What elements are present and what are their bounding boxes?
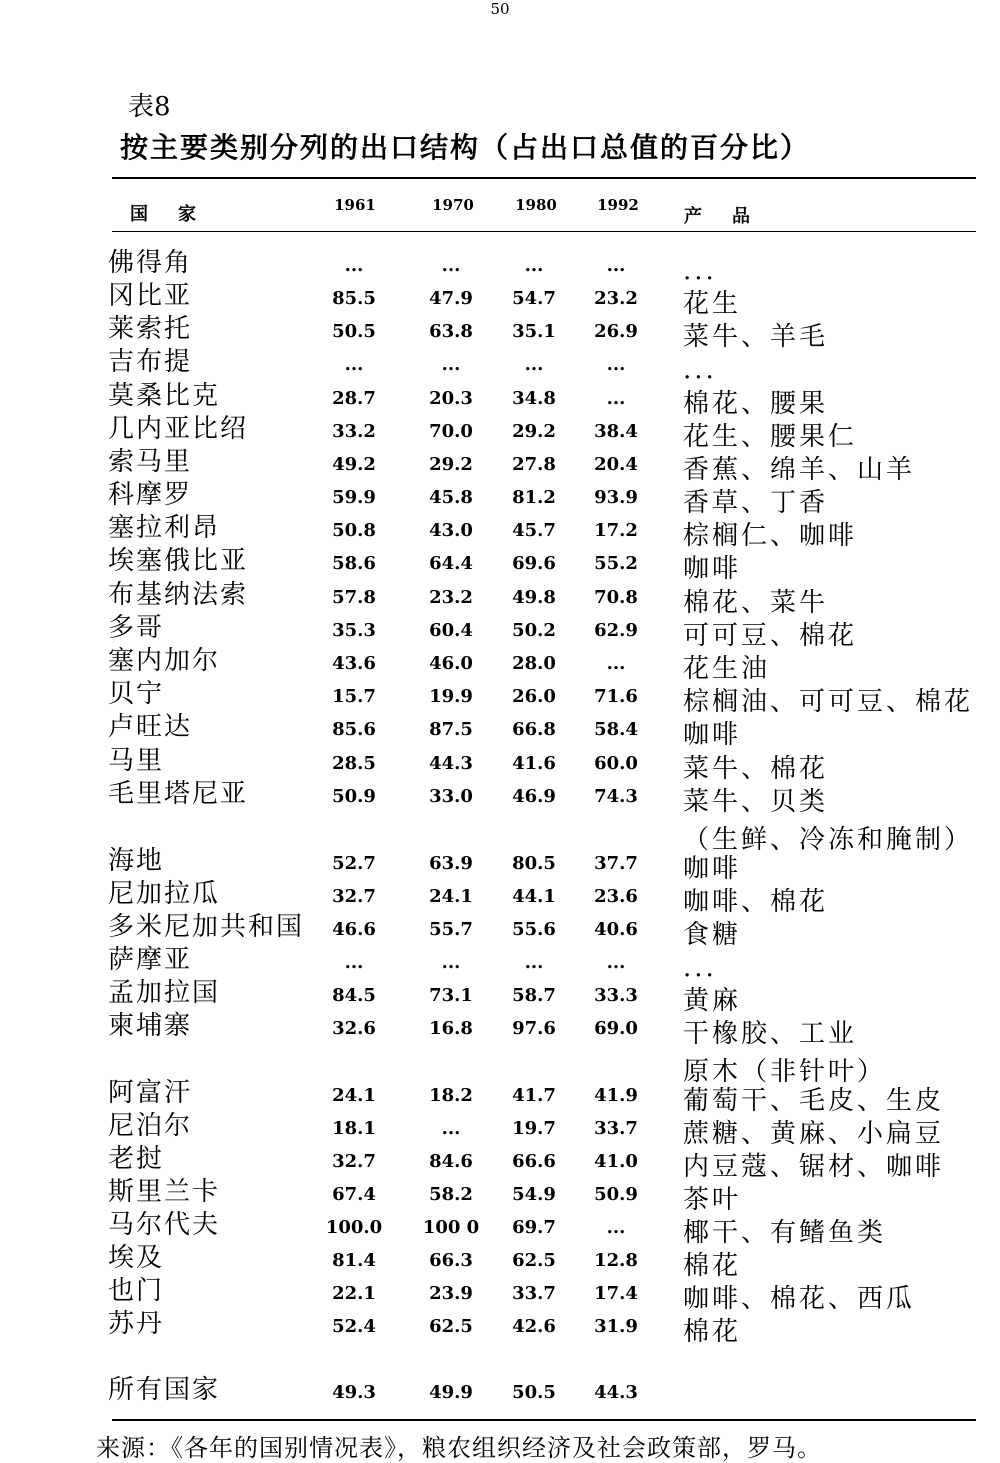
country-cell: 苏丹 bbox=[108, 1309, 165, 1339]
country-cell: 海地 bbox=[108, 846, 165, 876]
value-1992-cell: 70.8 bbox=[594, 587, 638, 608]
product-cell: 咖啡 bbox=[683, 854, 742, 884]
table-row bbox=[0, 678, 1000, 717]
table-row bbox=[0, 1143, 1000, 1182]
value-1961-cell: 22.1 bbox=[332, 1283, 376, 1304]
value-1970-cell: 47.9 bbox=[429, 288, 473, 309]
value-1980-cell: 42.6 bbox=[512, 1316, 556, 1337]
table-row bbox=[0, 446, 1000, 485]
value-1980-cell: 62.5 bbox=[512, 1250, 556, 1271]
value-1961-cell: 32.7 bbox=[332, 1151, 376, 1172]
value-1961-cell: 46.6 bbox=[332, 919, 376, 940]
country-cell: 多米尼加共和国 bbox=[108, 912, 305, 942]
value-1980-cell: 44.1 bbox=[512, 886, 556, 907]
product-cell: 香蕉、绵羊、山羊 bbox=[683, 455, 916, 485]
value-1980-cell: 29.2 bbox=[512, 421, 556, 442]
value-1970-cell: 87.5 bbox=[429, 719, 473, 740]
value-1980-cell: 35.1 bbox=[512, 321, 556, 342]
country-cell: 马里 bbox=[108, 746, 165, 776]
product-cell: 咖啡 bbox=[683, 720, 742, 750]
value-1980-cell: 55.6 bbox=[512, 919, 556, 940]
value-1970-cell: 29.2 bbox=[429, 454, 473, 475]
country-cell: 塞拉利昂 bbox=[108, 513, 221, 543]
table-row bbox=[0, 1176, 1000, 1215]
value-1970-cell: 46.0 bbox=[429, 653, 473, 674]
product-cell: 棕榈仁、咖啡 bbox=[683, 521, 858, 551]
table-top-rule bbox=[112, 177, 976, 179]
table-row bbox=[0, 911, 1000, 950]
product-cell: 花生 bbox=[683, 289, 742, 319]
product-cell: 茶叶 bbox=[683, 1185, 742, 1215]
value-1970-cell: 84.6 bbox=[429, 1151, 473, 1172]
product-cell: ... bbox=[683, 256, 717, 286]
value-1970-cell: 19.9 bbox=[429, 686, 473, 707]
value-1961-cell: 15.7 bbox=[332, 686, 376, 707]
country-cell: 冈比亚 bbox=[108, 281, 193, 311]
table-row bbox=[0, 380, 1000, 419]
country-cell: 贝宁 bbox=[108, 679, 165, 709]
value-1961-cell: 33.2 bbox=[332, 421, 376, 442]
value-1961-cell: ... bbox=[344, 354, 364, 375]
value-1970-cell: 20.3 bbox=[429, 388, 473, 409]
country-cell: 尼加拉瓜 bbox=[108, 879, 221, 909]
value-1980-cell: 50.2 bbox=[512, 620, 556, 641]
table-row bbox=[0, 1110, 1000, 1149]
value-1961-cell: 18.1 bbox=[332, 1118, 376, 1139]
value-1961-cell: 50.9 bbox=[332, 786, 376, 807]
value-1992-cell: 17.4 bbox=[594, 1283, 638, 1304]
table-row bbox=[0, 845, 1000, 884]
product-cell: 咖啡 bbox=[683, 554, 742, 584]
value-1961-cell: 58.6 bbox=[332, 553, 376, 574]
value-1980-cell: 80.5 bbox=[512, 853, 556, 874]
country-cell: 萨摩亚 bbox=[108, 945, 193, 975]
value-1970-cell: 43.0 bbox=[429, 520, 473, 541]
header-1961: 1961 bbox=[334, 196, 376, 214]
value-1961-cell: 43.6 bbox=[332, 653, 376, 674]
value-1992-cell: 37.7 bbox=[594, 853, 638, 874]
header-1970: 1970 bbox=[432, 196, 474, 214]
value-1980-cell: 66.6 bbox=[512, 1151, 556, 1172]
total-country-cell: 所有国家 bbox=[108, 1375, 221, 1405]
country-cell: 马尔代夫 bbox=[108, 1210, 221, 1240]
value-1980-cell: 26.0 bbox=[512, 686, 556, 707]
table-row bbox=[0, 280, 1000, 319]
value-1961-cell: 52.7 bbox=[332, 853, 376, 874]
country-cell: 孟加拉国 bbox=[108, 978, 221, 1008]
value-1980-cell: 19.7 bbox=[512, 1118, 556, 1139]
country-cell: 柬埔寨 bbox=[108, 1011, 193, 1041]
value-1992-cell: 40.6 bbox=[594, 919, 638, 940]
country-cell: 莫桑比克 bbox=[108, 381, 221, 411]
value-1980-cell: 58.7 bbox=[512, 985, 556, 1006]
value-1970-cell: ... bbox=[441, 952, 461, 973]
value-1992-cell: 41.9 bbox=[594, 1085, 638, 1106]
product-cell: 菜牛、贝类 bbox=[683, 787, 829, 817]
value-1970-cell: 63.8 bbox=[429, 321, 473, 342]
product-cell: 棕榈油、可可豆、棉花 bbox=[683, 687, 974, 717]
value-1970-cell: 62.5 bbox=[429, 1316, 473, 1337]
total-1961-cell: 49.3 bbox=[332, 1382, 376, 1403]
value-1980-cell: 81.2 bbox=[512, 487, 556, 508]
value-1961-cell: 100.0 bbox=[325, 1217, 383, 1238]
total-1992-cell: 44.3 bbox=[594, 1382, 638, 1403]
value-1980-cell: 34.8 bbox=[512, 388, 556, 409]
value-1992-cell: ... bbox=[606, 255, 626, 276]
value-1961-cell: 84.5 bbox=[332, 985, 376, 1006]
table-row bbox=[0, 645, 1000, 684]
table-row bbox=[0, 878, 1000, 917]
value-1980-cell: ... bbox=[524, 255, 544, 276]
product-cell: 可可豆、棉花 bbox=[683, 621, 858, 651]
country-cell: 也门 bbox=[108, 1276, 165, 1306]
source-note: 来源：《各年的国别情况表》，粮农组织经济及社会政策部，罗马。 bbox=[96, 1434, 822, 1462]
value-1980-cell: 41.7 bbox=[512, 1085, 556, 1106]
value-1970-cell: 44.3 bbox=[429, 753, 473, 774]
total-1970-cell: 49.9 bbox=[429, 1382, 473, 1403]
country-cell: 科摩罗 bbox=[108, 480, 193, 510]
country-cell: 斯里兰卡 bbox=[108, 1177, 221, 1207]
value-1992-cell: 69.0 bbox=[594, 1018, 638, 1039]
value-1992-cell: 26.9 bbox=[594, 321, 638, 342]
value-1992-cell: 20.4 bbox=[594, 454, 638, 475]
table-row bbox=[0, 778, 1000, 817]
value-1961-cell: 57.8 bbox=[332, 587, 376, 608]
product-cell-continued: （生鲜、冷冻和腌制） bbox=[683, 825, 974, 855]
value-1970-cell: 33.0 bbox=[429, 786, 473, 807]
table-row bbox=[0, 977, 1000, 1016]
value-1961-cell: 85.5 bbox=[332, 288, 376, 309]
product-cell: 咖啡、棉花 bbox=[683, 887, 829, 917]
value-1992-cell: 71.6 bbox=[594, 686, 638, 707]
value-1980-cell: 46.9 bbox=[512, 786, 556, 807]
value-1992-cell: 33.7 bbox=[594, 1118, 638, 1139]
value-1992-cell: ... bbox=[606, 354, 626, 375]
header-1980: 1980 bbox=[515, 196, 557, 214]
table-row bbox=[0, 1209, 1000, 1248]
value-1970-cell: 16.8 bbox=[429, 1018, 473, 1039]
value-1992-cell: ... bbox=[606, 388, 626, 409]
value-1992-cell: 50.9 bbox=[594, 1184, 638, 1205]
table-title: 按主要类别分列的出口结构（占出口总值的百分比） bbox=[120, 131, 811, 164]
value-1980-cell: 49.8 bbox=[512, 587, 556, 608]
value-1961-cell: 50.5 bbox=[332, 321, 376, 342]
table-bottom-rule bbox=[112, 1419, 976, 1421]
value-1992-cell: 58.4 bbox=[594, 719, 638, 740]
value-1980-cell: 69.6 bbox=[512, 553, 556, 574]
table-label: 表8 bbox=[128, 92, 171, 122]
value-1992-cell: 55.2 bbox=[594, 553, 638, 574]
table-row bbox=[0, 745, 1000, 784]
value-1970-cell: 64.4 bbox=[429, 553, 473, 574]
table-row bbox=[0, 1010, 1000, 1049]
value-1961-cell: 28.7 bbox=[332, 388, 376, 409]
country-cell: 埃塞俄比亚 bbox=[108, 546, 249, 576]
value-1970-cell: ... bbox=[441, 255, 461, 276]
value-1961-cell: 50.8 bbox=[332, 520, 376, 541]
value-1980-cell: 54.9 bbox=[512, 1184, 556, 1205]
value-1980-cell: 54.7 bbox=[512, 288, 556, 309]
value-1970-cell: 66.3 bbox=[429, 1250, 473, 1271]
product-cell: 香草、丁香 bbox=[683, 488, 829, 518]
table-row bbox=[0, 545, 1000, 584]
country-cell: 毛里塔尼亚 bbox=[108, 779, 249, 809]
country-cell: 塞内加尔 bbox=[108, 646, 221, 676]
product-cell: 棉花、菜牛 bbox=[683, 588, 829, 618]
table-row bbox=[0, 512, 1000, 551]
table-row bbox=[0, 247, 1000, 286]
value-1970-cell: 23.2 bbox=[429, 587, 473, 608]
value-1992-cell: 23.6 bbox=[594, 886, 638, 907]
country-cell: 莱索托 bbox=[108, 314, 193, 344]
value-1961-cell: ... bbox=[344, 255, 364, 276]
country-cell: 佛得角 bbox=[108, 248, 193, 278]
header-1992: 1992 bbox=[597, 196, 639, 214]
value-1961-cell: ... bbox=[344, 952, 364, 973]
product-cell: 棉花 bbox=[683, 1317, 742, 1347]
product-cell: 咖啡、棉花、西瓜 bbox=[683, 1284, 916, 1314]
table-row bbox=[0, 711, 1000, 750]
value-1992-cell: ... bbox=[606, 1217, 626, 1238]
value-1980-cell: ... bbox=[524, 354, 544, 375]
product-cell: 食糖 bbox=[683, 920, 742, 950]
product-cell: ... bbox=[683, 953, 717, 983]
table-row bbox=[0, 579, 1000, 618]
value-1970-cell: 23.9 bbox=[429, 1283, 473, 1304]
total-row bbox=[0, 1374, 1000, 1407]
country-cell: 吉布提 bbox=[108, 347, 193, 377]
value-1992-cell: 33.3 bbox=[594, 985, 638, 1006]
product-cell: 菜牛、羊毛 bbox=[683, 322, 829, 352]
table-row bbox=[0, 1308, 1000, 1347]
value-1992-cell: ... bbox=[606, 952, 626, 973]
value-1992-cell: 41.0 bbox=[594, 1151, 638, 1172]
value-1992-cell: 12.8 bbox=[594, 1250, 638, 1271]
value-1980-cell: 97.6 bbox=[512, 1018, 556, 1039]
product-cell: 蔗糖、黄麻、小扁豆 bbox=[683, 1119, 945, 1149]
country-cell: 卢旺达 bbox=[108, 712, 193, 742]
value-1970-cell: 45.8 bbox=[429, 487, 473, 508]
header-product: 产品 bbox=[684, 206, 780, 227]
page-number: 50 bbox=[490, 0, 510, 18]
value-1961-cell: 81.4 bbox=[332, 1250, 376, 1271]
value-1992-cell: 38.4 bbox=[594, 421, 638, 442]
value-1961-cell: 24.1 bbox=[332, 1085, 376, 1106]
table-row bbox=[0, 346, 1000, 385]
value-1980-cell: 45.7 bbox=[512, 520, 556, 541]
header-country: 国家 bbox=[130, 204, 226, 225]
product-cell: 干橡胶、工业 bbox=[683, 1019, 858, 1049]
table-row bbox=[0, 313, 1000, 352]
country-cell: 老挝 bbox=[108, 1144, 165, 1174]
value-1970-cell: 60.4 bbox=[429, 620, 473, 641]
value-1970-cell: 100 0 bbox=[422, 1217, 480, 1238]
table-row bbox=[0, 413, 1000, 452]
product-cell: 花生油 bbox=[683, 654, 771, 684]
value-1980-cell: 27.8 bbox=[512, 454, 556, 475]
value-1961-cell: 32.7 bbox=[332, 886, 376, 907]
table-row bbox=[0, 1275, 1000, 1314]
table-row bbox=[0, 1077, 1000, 1116]
value-1961-cell: 59.9 bbox=[332, 487, 376, 508]
value-1980-cell: 33.7 bbox=[512, 1283, 556, 1304]
country-cell: 阿富汗 bbox=[108, 1078, 193, 1108]
table-row bbox=[0, 1242, 1000, 1281]
product-cell: ... bbox=[683, 355, 717, 385]
value-1992-cell: 31.9 bbox=[594, 1316, 638, 1337]
product-cell: 葡萄干、毛皮、生皮 bbox=[683, 1086, 945, 1116]
country-cell: 埃及 bbox=[108, 1243, 165, 1273]
value-1961-cell: 35.3 bbox=[332, 620, 376, 641]
value-1992-cell: 60.0 bbox=[594, 753, 638, 774]
value-1961-cell: 52.4 bbox=[332, 1316, 376, 1337]
value-1961-cell: 67.4 bbox=[332, 1184, 376, 1205]
product-cell: 黄麻 bbox=[683, 986, 742, 1016]
value-1970-cell: 24.1 bbox=[429, 886, 473, 907]
total-1980-cell: 50.5 bbox=[512, 1382, 556, 1403]
product-cell: 棉花 bbox=[683, 1251, 742, 1281]
value-1980-cell: 69.7 bbox=[512, 1217, 556, 1238]
value-1970-cell: 63.9 bbox=[429, 853, 473, 874]
value-1970-cell: 18.2 bbox=[429, 1085, 473, 1106]
product-cell: 棉花、腰果 bbox=[683, 389, 829, 419]
value-1992-cell: 62.9 bbox=[594, 620, 638, 641]
value-1970-cell: 73.1 bbox=[429, 985, 473, 1006]
value-1980-cell: 41.6 bbox=[512, 753, 556, 774]
value-1970-cell: 55.7 bbox=[429, 919, 473, 940]
value-1980-cell: 28.0 bbox=[512, 653, 556, 674]
product-cell: 花生、腰果仁 bbox=[683, 422, 858, 452]
value-1970-cell: 58.2 bbox=[429, 1184, 473, 1205]
value-1980-cell: ... bbox=[524, 952, 544, 973]
country-cell: 布基纳法索 bbox=[108, 580, 249, 610]
value-1970-cell: ... bbox=[441, 1118, 461, 1139]
value-1992-cell: 93.9 bbox=[594, 487, 638, 508]
value-1992-cell: 23.2 bbox=[594, 288, 638, 309]
header-rule bbox=[112, 231, 976, 232]
value-1992-cell: ... bbox=[606, 653, 626, 674]
product-cell: 内豆蔻、锯材、咖啡 bbox=[683, 1152, 945, 1182]
country-cell: 几内亚比绍 bbox=[108, 414, 249, 444]
value-1970-cell: 70.0 bbox=[429, 421, 473, 442]
value-1961-cell: 49.2 bbox=[332, 454, 376, 475]
table-row bbox=[0, 612, 1000, 651]
value-1961-cell: 28.5 bbox=[332, 753, 376, 774]
value-1992-cell: 74.3 bbox=[594, 786, 638, 807]
value-1961-cell: 32.6 bbox=[332, 1018, 376, 1039]
country-cell: 多哥 bbox=[108, 613, 165, 643]
value-1961-cell: 85.6 bbox=[332, 719, 376, 740]
value-1980-cell: 66.8 bbox=[512, 719, 556, 740]
product-cell-continued: 原木（非针叶） bbox=[683, 1057, 887, 1087]
value-1992-cell: 17.2 bbox=[594, 520, 638, 541]
country-cell: 索马里 bbox=[108, 447, 193, 477]
country-cell: 尼泊尔 bbox=[108, 1111, 193, 1141]
table-row bbox=[0, 479, 1000, 518]
value-1970-cell: ... bbox=[441, 354, 461, 375]
product-cell: 菜牛、棉花 bbox=[683, 754, 829, 784]
table-row bbox=[0, 944, 1000, 983]
product-cell: 椰干、有鳍鱼类 bbox=[683, 1218, 887, 1248]
